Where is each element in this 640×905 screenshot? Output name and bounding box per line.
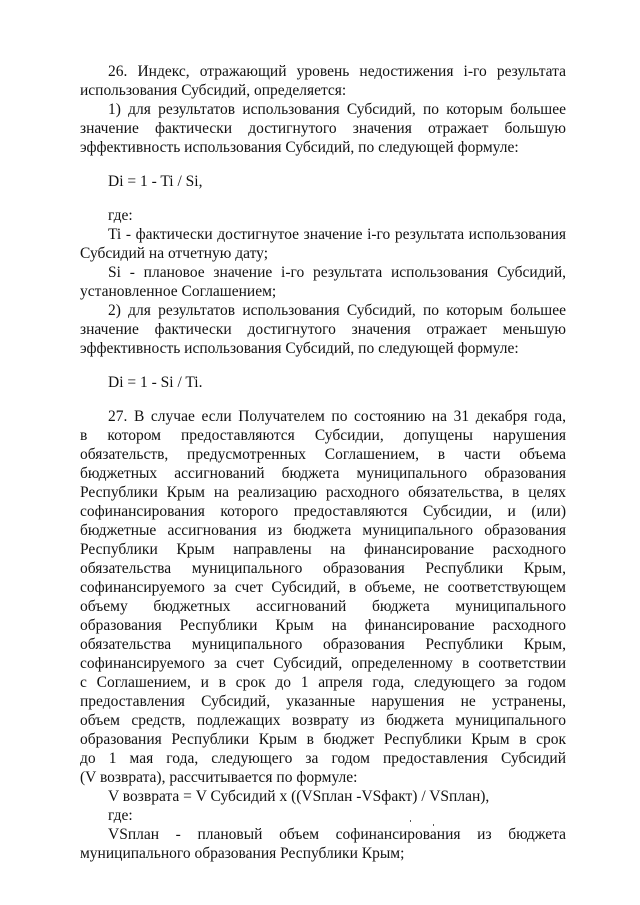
scan-speck (433, 824, 434, 826)
text-line: обязательства муниципального образования Республики Крым, (80, 560, 566, 577)
text-line: Субсидий на отчетную дату; (80, 245, 269, 262)
text-line: объем средств, подлежащих возврату из бюджета муниципального (80, 712, 566, 729)
text-line: софинансируемого за счет Субсидий, определенному в соответствии (80, 655, 566, 672)
text-line: бюджетных ассигнований бюджета муниципального образования (80, 465, 566, 482)
text-line: предоставления Субсидий, указанные нарушения не устранены, (80, 693, 566, 710)
text-line: VSплан - плановый объем софинансирования из бюджета (108, 826, 566, 843)
text-line: эффективность использования Субсидий, по следующей формуле: (80, 139, 519, 156)
text-line: обязательств, предусмотренных Соглашением, в части объема (80, 446, 566, 463)
text-line: (V возврата), рассчитывается по формуле: (80, 769, 358, 786)
text-line: где: (108, 807, 133, 824)
formula-di-1: Di = 1 - Ti / Si, (108, 173, 203, 190)
text-line: значение фактически достигнутого значения отражает меньшую (80, 321, 566, 338)
text-line: 2) для результатов использования Субсидий, по которым большее (108, 302, 566, 319)
text-line: Республики Крым направлены на финансирование расходного (80, 541, 566, 558)
text-line: Si - плановое значение i-го результата использования Субсидий, (108, 264, 566, 281)
text-line: софинансирования которого предоставляются Субсидии, и (или) (80, 503, 566, 520)
text-line: Республики Крым на реализацию расходного обязательства, в целях (80, 484, 566, 501)
text-line: с Соглашением, и в срок до 1 апреля года, следующего за годом (80, 674, 566, 691)
text-line: образования Республики Крым в бюджет Республики Крым в срок (80, 731, 566, 748)
text-line: образования Республики Крым на финансирование расходного (80, 617, 566, 634)
text-line: эффективность использования Субсидий, по следующей формуле: (80, 340, 519, 357)
formula-v-return: V возврата = V Субсидий x ((VSплан -VSфакт) / VSплан), (108, 788, 490, 805)
text-line: бюджетные ассигнования из бюджета муниципального образования (80, 522, 566, 539)
formula-di-2: Di = 1 - Si / Ti. (108, 374, 203, 391)
text-line: где: (108, 207, 133, 224)
text-line: значение фактически достигнутого значения отражает большую (80, 120, 566, 137)
text-line: установленное Соглашением; (80, 283, 277, 300)
text-line: обязательства муниципального образования Республики Крым, (80, 636, 566, 653)
text-line: до 1 мая года, следующего за годом предоставления Субсидий (80, 750, 566, 767)
text-line: объему бюджетных ассигнований бюджета муниципального (80, 598, 566, 615)
text-line: 26. Индекс, отражающий уровень недостижения i-го результата (108, 63, 566, 80)
scan-speck (410, 820, 411, 822)
text-line: использования Субсидий, определяется: (80, 82, 347, 99)
text-line: софинансируемого за счет Субсидий, в объеме, не соответствующем (80, 579, 566, 596)
text-line: в котором предоставляются Субсидии, допущены нарушения (80, 427, 566, 444)
text-line: муниципального образования Республики Крым; (80, 845, 405, 862)
text-line: 27. В случае если Получателем по состоянию на 31 декабря года, (108, 408, 566, 425)
text-line: 1) для результатов использования Субсидий, по которым большее (108, 101, 566, 118)
text-line: Ti - фактически достигнутое значение i-го результата использования (108, 226, 566, 243)
